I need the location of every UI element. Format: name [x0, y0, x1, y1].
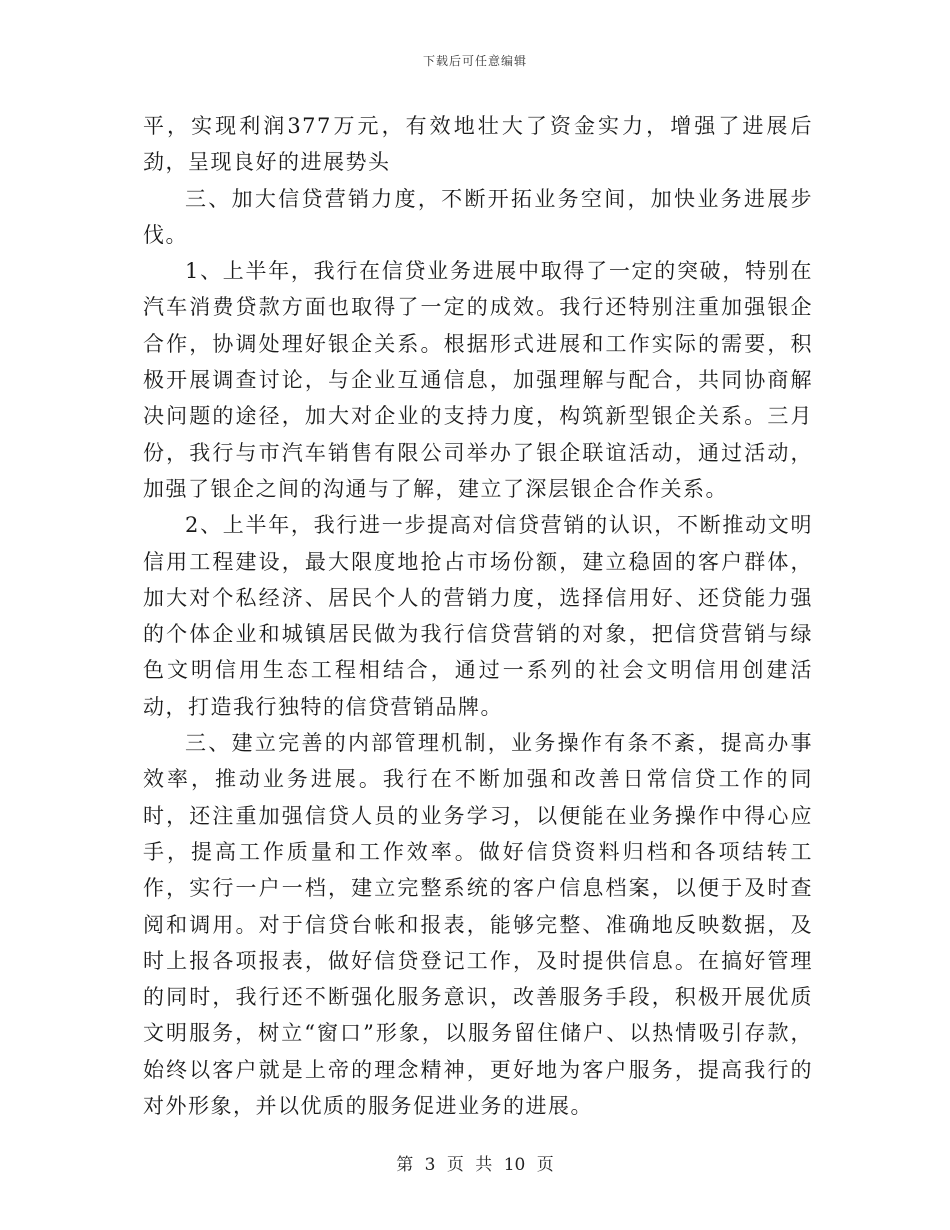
paragraph-section-heading-3: 三、加大信贷营销力度，不断开拓业务空间，加快业务进展步伐。 [143, 186, 813, 247]
paragraph-continuation: 平，实现利润377万元，有效地壮大了资金实力，增强了进展后劲，呈现良好的进展势头 [143, 114, 813, 175]
paragraph-item-1: 1、上半年，我行在信贷业务进展中取得了一定的突破，特别在汽车消费贷款方面也取得了一定的成效。我行还特别注重加强银企合作，协调处理好银企关系。根据形式进展和工作实际的需要，积极开展调查讨论，与企业互通信息，加强理解与配合，共同协商解决问题的途径，加大对企业的支持力度，构筑新型银企关系。三月份，我行与市汽车销售有限公司举办了银企联谊活动，通过活动，加强了银企之间的沟通与了解，建立了深层银企合作关系。 [143, 259, 813, 501]
document-body [143, 108, 813, 1124]
page-header: 下载后可任意编辑 [422, 54, 527, 68]
paragraph-section-management: 三、建立完善的内部管理机制，业务操作有条不紊，提高办事效率，推动业务进展。我行在不断加强和改善日常信贷工作的同时，还注重加强信贷人员的业务学习，以便能在业务操作中得心应手，提高工作质量和工作效率。做好信贷资料归档和各项结转工作，实行一户一档，建立完整系统的客户信息档案，以便于及时查阅和调用。对于信贷台帐和报表，能够完整、准确地反映数据，及时上报各项报表，做好信贷登记工作，及时提供信息。在搞好管理的同时，我行还不断强化服务意识，改善服务手段，积极开展优质文明服务，树立“窗口”形象，以服务留住储户、以热情吸引存款，始终以客户就是上帝的理念精神，更好地为客户服务，提高我行的对外形象，并以优质的服务促进业务的进展。 [143, 731, 813, 1119]
page-number: 第 3 页 共 10 页 [396, 1155, 554, 1175]
paragraph-item-2: 2、上半年，我行进一步提高对信贷营销的认识，不断推动文明信用工程建设，最大限度地抢占市场份额，建立稳固的客户群体，加大对个私经济、居民个人的营销力度，选择信用好、还贷能力强的个体企业和城镇居民做为我行信贷营销的对象，把信贷营销与绿色文明信用生态工程相结合，通过一系列的社会文明信用创建活动，打造我行独特的信贷营销品牌。 [143, 513, 813, 719]
